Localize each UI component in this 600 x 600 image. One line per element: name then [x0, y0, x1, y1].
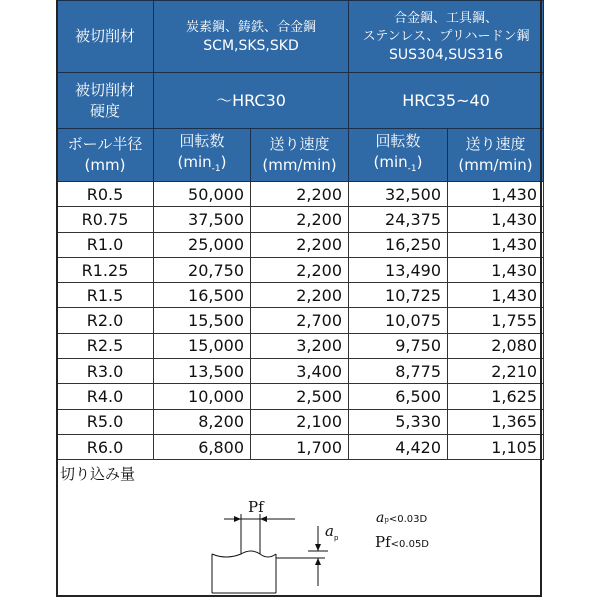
- radius-cell: R0.75: [57, 207, 154, 232]
- radius-cell: R0.5: [57, 182, 154, 207]
- material-group-2-line1: 合金鋼、工具鋼、: [394, 10, 499, 26]
- rpm-2-cell: 16,250: [349, 232, 448, 257]
- radius-header-title: ボール半径: [67, 135, 143, 153]
- feed-2-cell: 1,625: [448, 384, 544, 409]
- rpm-2-cell: 9,750: [349, 333, 448, 358]
- depth-of-cut-title: 切り込み量: [60, 465, 136, 483]
- radius-cell: R1.25: [57, 257, 154, 282]
- material-group-1-line1: 炭素鋼、鋳鉄、合金鋼: [186, 19, 317, 35]
- ap-label-sub: p: [334, 534, 339, 542]
- rpm-1-cell: 6,800: [154, 434, 251, 459]
- feed-1-cell: 3,200: [251, 333, 349, 358]
- feed-2-cell: 1,105: [448, 434, 544, 459]
- feed-1-cell: 2,200: [251, 182, 349, 207]
- rpm-2-cell: 24,375: [349, 207, 448, 232]
- rpm-header-2-title: 回転数: [375, 131, 421, 150]
- feed-1-cell: 2,200: [251, 257, 349, 282]
- hardness-group-2: HRC35~40: [349, 73, 544, 129]
- rpm-2-cell: 32,500: [349, 182, 448, 207]
- feed-2-cell: 1,430: [448, 232, 544, 257]
- depth-of-cut-section: [58, 460, 540, 596]
- feed-header-1-title: 送り速度: [269, 135, 330, 153]
- radius-cell: R5.0: [57, 409, 154, 434]
- radius-cell: R2.5: [57, 333, 154, 358]
- feed-1-cell: 2,100: [251, 409, 349, 434]
- hardness-group-1: ～HRC30: [154, 73, 349, 129]
- feed-1-cell: 2,500: [251, 384, 349, 409]
- rpm-1-cell: 25,000: [154, 232, 251, 257]
- rpm-1-cell: 15,000: [154, 333, 251, 358]
- rpm-2-cell: 5,330: [349, 409, 448, 434]
- rpm-1-cell: 13,500: [154, 359, 251, 384]
- rpm-1-cell: 15,500: [154, 308, 251, 333]
- feed-2-cell: 1,430: [448, 257, 544, 282]
- radius-header-unit: (mm): [84, 156, 126, 174]
- material-group-2-line2: ステンレス、プリハードン鋼: [362, 28, 530, 44]
- rpm-header-1-title: 回転数: [179, 131, 225, 150]
- feed-1-cell: 2,700: [251, 308, 349, 333]
- rpm-1-cell: 20,750: [154, 257, 251, 282]
- rpm-1-cell: 50,000: [154, 182, 251, 207]
- rpm-1-cell: 37,500: [154, 207, 251, 232]
- rpm-header-2-unit: $(\min_{-1})$: [373, 152, 423, 174]
- rpm-1-cell: 16,500: [154, 283, 251, 308]
- hardness-label-line2: 硬度: [89, 101, 120, 120]
- feed-2-cell: 1,430: [448, 283, 544, 308]
- feed-2-cell: 1,430: [448, 207, 544, 232]
- feed-1-cell: 2,200: [251, 283, 349, 308]
- radius-cell: R1.0: [57, 232, 154, 257]
- rpm-2-cell: 8,775: [349, 359, 448, 384]
- pf-formula: Pf<0.05D: [375, 533, 430, 551]
- rpm-2-cell: 10,075: [349, 308, 448, 333]
- rpm-header-1-unit: $(\min_{-1})$: [177, 152, 227, 174]
- feed-header-2-title: 送り速度: [465, 135, 526, 153]
- rpm-2-cell: 6,500: [349, 384, 448, 409]
- ap-label: a: [325, 522, 334, 540]
- feed-header-2-unit: (mm/min): [458, 156, 533, 174]
- feed-2-cell: 1,755: [448, 308, 544, 333]
- hardness-label-line1: 被切削材: [74, 80, 135, 99]
- rpm-2-cell: 13,490: [349, 257, 448, 282]
- depth-of-cut-diagram: [206, 496, 386, 596]
- ap-formula: ap<0.03D: [376, 510, 428, 526]
- feed-header-1-unit: (mm/min): [262, 156, 337, 174]
- material-label: 被切削材: [57, 1, 154, 73]
- pf-label: Pf: [248, 498, 264, 516]
- radius-cell: R6.0: [57, 434, 154, 459]
- radius-cell: R4.0: [57, 384, 154, 409]
- feed-1-cell: 1,700: [251, 434, 349, 459]
- radius-cell: R2.0: [57, 308, 154, 333]
- feed-1-cell: 2,200: [251, 232, 349, 257]
- material-group-2-line3: SUS304,SUS316: [389, 46, 503, 63]
- feed-2-cell: 2,210: [448, 359, 544, 384]
- rpm-2-cell: 10,725: [349, 283, 448, 308]
- rpm-1-cell: 8,200: [154, 409, 251, 434]
- feed-1-cell: 2,200: [251, 207, 349, 232]
- radius-cell: R3.0: [57, 359, 154, 384]
- rpm-2-cell: 4,420: [349, 434, 448, 459]
- feed-2-cell: 1,430: [448, 182, 544, 207]
- material-group-1-line2: SCM,SKS,SKD: [203, 37, 299, 54]
- rpm-1-cell: 10,000: [154, 384, 251, 409]
- radius-cell: R1.5: [57, 283, 154, 308]
- feed-2-cell: 1,365: [448, 409, 544, 434]
- feed-1-cell: 3,400: [251, 359, 349, 384]
- feed-2-cell: 2,080: [448, 333, 544, 358]
